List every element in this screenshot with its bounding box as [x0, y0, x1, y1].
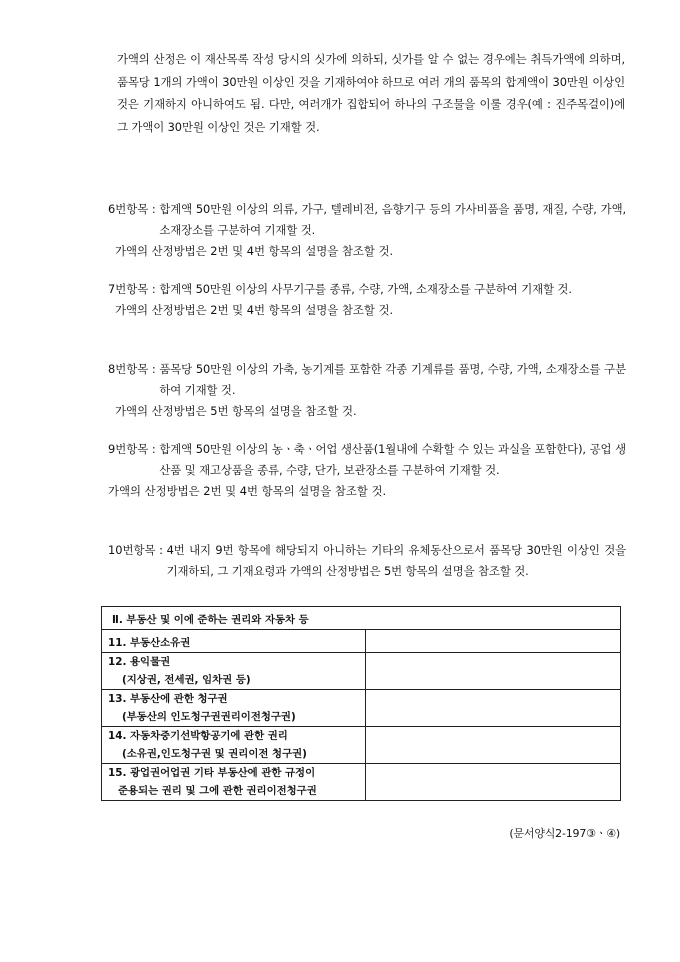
item-8 — [108, 359, 626, 422]
row-title: 12. 용익물권 — [108, 656, 171, 668]
row-title: 11. 부동산소유권 — [108, 636, 191, 649]
table-header-row — [102, 607, 621, 630]
item-description: 품목당 50만원 이상의 가축, 농기계를 포함한 각종 기계류를 품명, 수량, 가액, 소재장소를 구분하여 기재할 것. — [159, 362, 626, 397]
table-cell-value — [366, 727, 621, 764]
item-separator: : — [155, 543, 167, 557]
table-cell-value — [366, 653, 621, 690]
item-note: 가액의 산정방법은 2번 및 4번 항목의 설명을 참조할 것. — [108, 484, 387, 498]
item-note: 가액의 산정방법은 2번 및 4번 항목의 설명을 참조할 것. — [115, 244, 394, 258]
table-row — [102, 653, 621, 690]
table-header-text: Ⅱ. 부동산 및 이에 준하는 권리와 자동차 등 — [112, 613, 309, 626]
item-description: 합계액 50만원 이상의 농ㆍ축ㆍ어업 생산품(1월내에 수확할 수 있는 과실을 포함한다), 공업 생산품 및 재고상품을 종류, 수량, 단가, 보관장소를 구분하여 기재할 것. — [159, 442, 626, 477]
row-title: 15. 광업권어업권 기타 부동산에 관한 규정이 — [108, 767, 316, 779]
form-number: (문서양식2-197③ㆍ④) — [509, 827, 620, 840]
row-title: 13. 부동산에 관한 청구권 — [108, 693, 228, 705]
item-9 — [108, 439, 626, 502]
table-cell-value — [366, 690, 621, 727]
item-description: 4번 내지 9번 항목에 해당되지 아니하는 기타의 유체동산으로서 품목당 30만원 이상인 것을 기재하되, 그 기재요령과 가액의 산정방법은 5번 항목의 설명을 참조할 것. — [166, 543, 626, 578]
table-row — [102, 630, 621, 653]
row-subtitle: (지상권, 전세권, 임차권 등) — [122, 674, 251, 686]
table-cell-label — [102, 764, 366, 801]
item-separator: : — [148, 362, 160, 376]
item-label: 8번항목 — [108, 362, 149, 376]
row-subtitle: (부동산의 인도청구권권리이전청구권) — [122, 711, 296, 723]
table-row — [102, 690, 621, 727]
table-cell-value — [366, 630, 621, 653]
item-description: 합계액 50만원 이상의 사무기구를 종류, 수량, 가액, 소재장소를 구분하여 기재할 것. — [159, 282, 572, 296]
item-label: 7번항목 — [108, 282, 149, 296]
table-header — [102, 607, 621, 630]
item-note: 가액의 산정방법은 5번 항목의 설명을 참조할 것. — [115, 404, 357, 418]
item-6 — [108, 199, 626, 262]
item-label: 6번항목 — [108, 202, 149, 216]
table-cell-label — [102, 653, 366, 690]
row-subtitle: (소유권,인도청구권 및 권리이전 청구권) — [122, 748, 307, 760]
row-subtitle: 준용되는 권리 및 그에 관한 권리이전청구권 — [118, 785, 317, 797]
table-cell-value — [366, 764, 621, 801]
item-description: 합계액 50만원 이상의 의류, 가구, 텔레비전, 음향기구 등의 가사비품을 품명, 재질, 수량, 가액, 소재장소를 구분하여 기재할 것. — [159, 202, 626, 237]
item-7 — [108, 279, 626, 321]
intro-paragraph: 가액의 산정은 이 재산목록 작성 당시의 싯가에 의하되, 싯가를 알 수 없는 경우에는 취득가액에 의하며, 품목당 1개의 가액이 30만원 이상인 것을 기재하여야 하므로 여러 개의 품목의 합계액이 30만원 이상인 것은 기재하지 아니하여도 됨. 다만, 여러개가 집합되어 하나의 구조물을 이룰 경우(예 : 진주목걸이)에 그 가액이 30만원 이상인 것은 기재할 것. — [117, 52, 625, 134]
item-label: 9번항목 — [108, 442, 149, 456]
item-separator: : — [148, 202, 160, 216]
table-cell-label — [102, 727, 366, 764]
item-10 — [108, 540, 626, 582]
item-label: 10번항목 — [108, 543, 156, 557]
table-cell-label — [102, 630, 366, 653]
table-row — [102, 727, 621, 764]
table-row — [102, 764, 621, 801]
item-note: 가액의 산정방법은 2번 및 4번 항목의 설명을 참조할 것. — [115, 303, 394, 317]
row-title: 14. 자동차중기선박항공기에 관한 권리 — [108, 730, 288, 742]
real-estate-table — [101, 606, 621, 801]
item-separator: : — [148, 282, 160, 296]
table-cell-label — [102, 690, 366, 727]
item-separator: : — [148, 442, 160, 456]
